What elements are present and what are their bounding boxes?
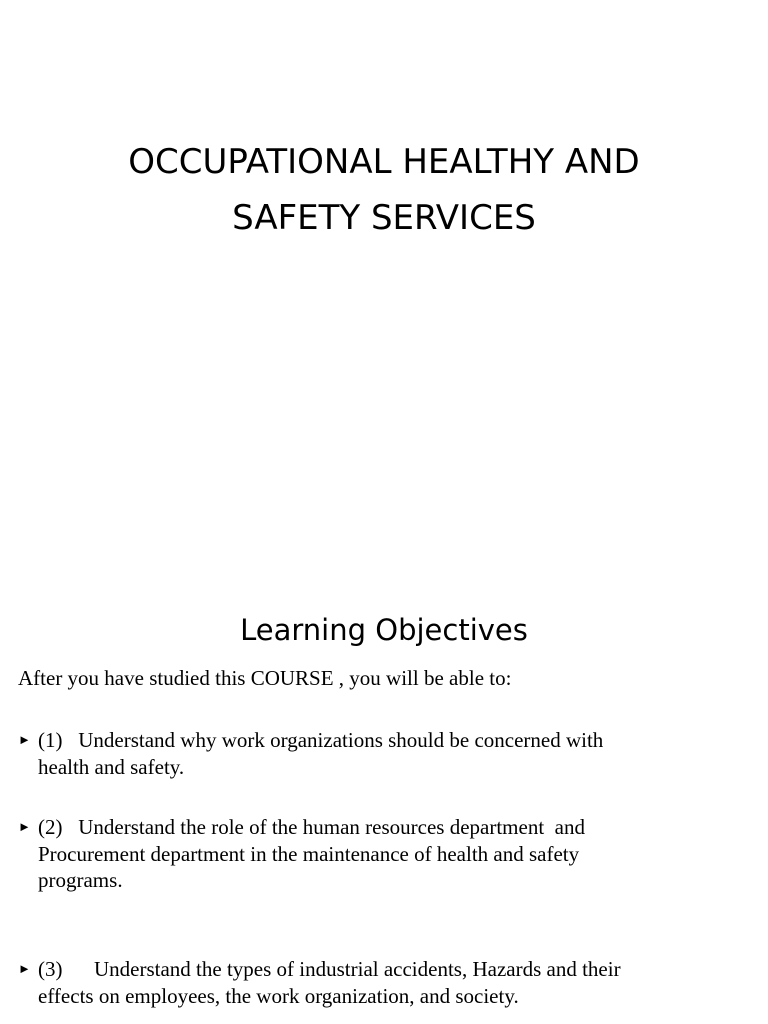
bullet-arrow-icon: ► (18, 819, 31, 834)
intro-text: After you have studied this COURSE , you will be able to: (18, 666, 512, 690)
objective-text: (1) Understand why work organizations should be concerned with health and safety. (38, 728, 604, 779)
objective-item (18, 956, 738, 1009)
slide-title (40, 134, 728, 246)
objectives-slide (0, 576, 768, 1024)
section-heading: Learning Objectives (240, 613, 528, 647)
bullet-arrow-icon: ► (18, 732, 31, 747)
objective-text: (2) Understand the role of the human resources department and Procurement department in the maintenance of health and safety programs. (38, 815, 585, 892)
objective-text: (3) Understand the types of industrial accidents, Hazards and their effects on employees, the work organization, and society. (38, 957, 621, 1008)
bullet-arrow-icon: ► (18, 961, 31, 976)
objective-item (18, 814, 738, 894)
objective-item (18, 727, 738, 780)
slide-title-line: OCCUPATIONAL HEALTHY AND (128, 142, 640, 182)
slide-title-line: SAFETY SERVICES (232, 198, 536, 238)
